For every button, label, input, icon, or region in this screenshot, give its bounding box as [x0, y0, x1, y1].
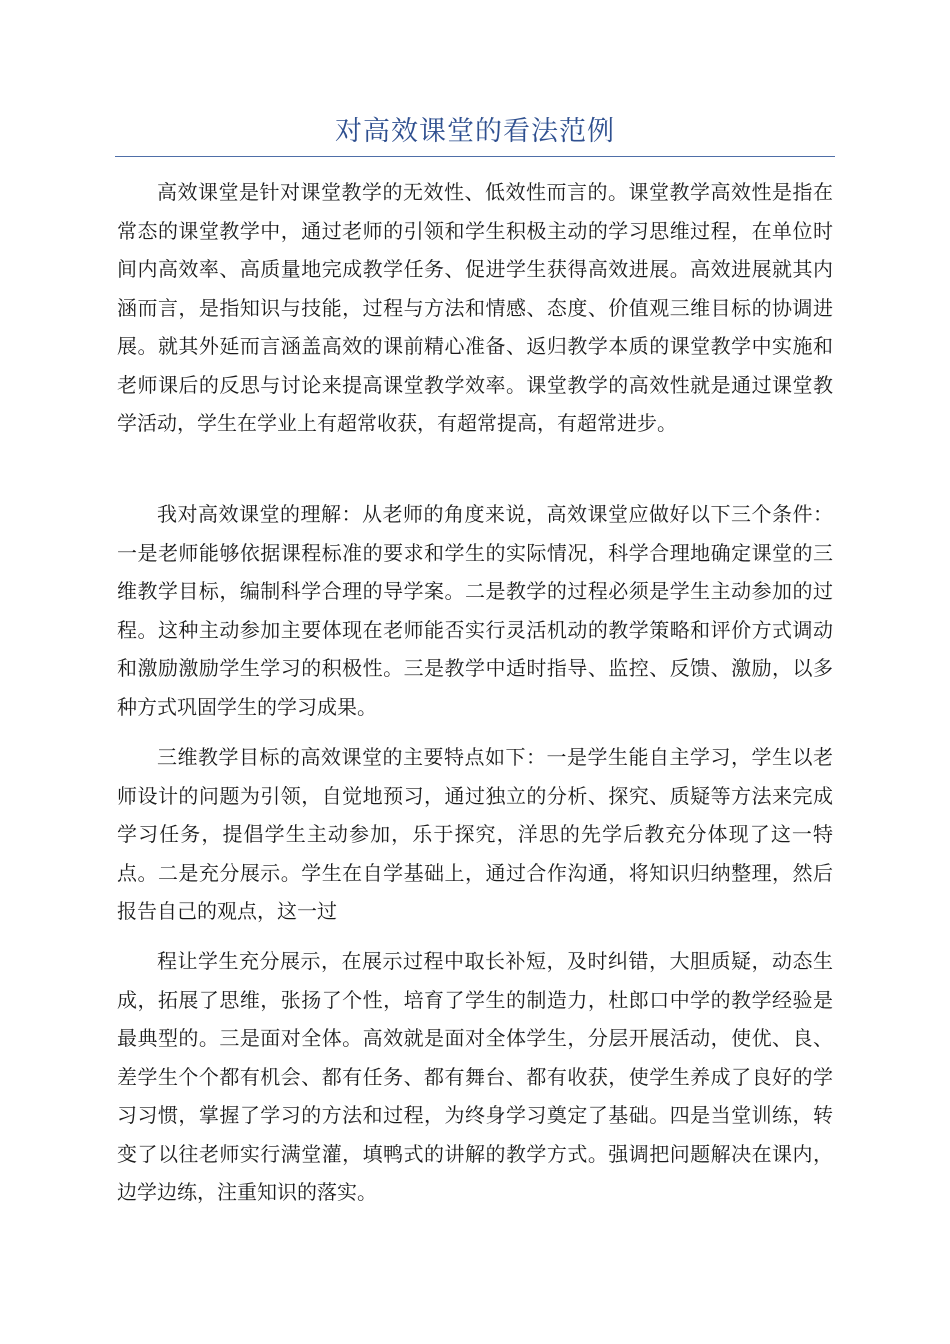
paragraph-4: 程让学生充分展示，在展示过程中取长补短，及时纠错，大胆质疑，动态生成，拓展了思维，张扬了个性，培育了学生的制造力，杜郎口中学的教学经验是最典型的。三是面对全体。高效就是面对全体学生，分层开展活动，使优、良、差学生个个都有机会、都有任务、都有舞台、都有收获，使学生养成了良好的学习习惯，掌握了学习的方法和过程，为终身学习奠定了基础。四是当堂训练，转变了以往老师实行满堂灌，填鸭式的讲解的教学方式。强调把问题解决在课内，边学边练，注重知识的落实。	[117, 949, 833, 1204]
paragraph-1: 高效课堂是针对课堂教学的无效性、低效性而言的。课堂教学高效性是指在常态的课堂教学中，通过老师的引领和学生积极主动的学习思维过程，在单位时间内高效率、高质量地完成教学任务、促进学生获得高效进展。高效进展就其内涵而言，是指知识与技能，过程与方法和情感、态度、价值观三维目标的协调进展。就其外延而言涵盖高效的课前精心准备、返归教学本质的课堂教学中实施和老师课后的反思与讨论来提高课堂教学效率。课堂教学的高效性就是通过课堂教学活动，学生在学业上有超常收获，有超常提高，有超常进步。	[117, 180, 833, 435]
paragraph-3: 三维教学目标的高效课堂的主要特点如下：一是学生能自主学习，学生以老师设计的问题为引领，自觉地预习，通过独立的分析、探究、质疑等方法来完成学习任务，提倡学生主动参加，乐于探究，洋思的先学后教充分体现了这一特点。二是充分展示。学生在自学基础上，通过合作沟通，将知识归纳整理，然后报告自己的观点，这一过	[117, 745, 833, 923]
page-title: 对高效课堂的看法范例	[335, 116, 615, 147]
title-block	[115, 108, 835, 157]
paragraph-2: 我对高效课堂的理解：从老师的角度来说，高效课堂应做好以下三个条件：一是老师能够依据课程标准的要求和学生的实际情况，科学合理地确定课堂的三维教学目标，编制科学合理的导学案。二是教学的过程必须是学生主动参加的过程。这种主动参加主要体现在老师能否实行灵活机动的教学策略和评价方式调动和激励激励学生学习的积极性。三是教学中适时指导、监控、反馈、激励，以多种方式巩固学生的学习成果。	[117, 502, 833, 719]
